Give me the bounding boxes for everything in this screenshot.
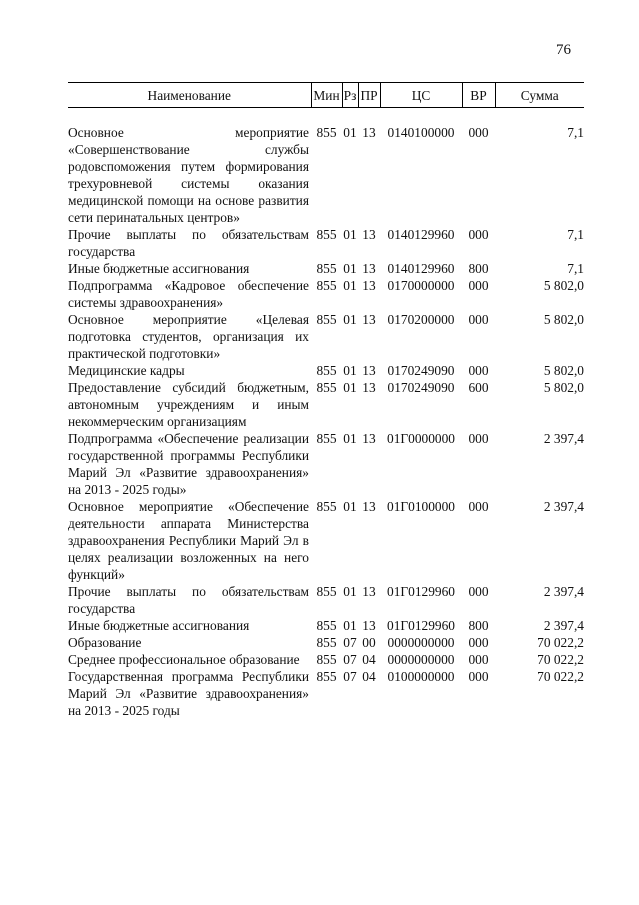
cell-rz: 01 [343, 227, 357, 242]
table-row [68, 277, 584, 311]
cell-name: Прочие выплаты по обязательствам государства [68, 227, 309, 259]
table-row [68, 124, 584, 226]
cell-cs: 0140129960 [387, 227, 455, 242]
cell-vr: 000 [468, 278, 489, 293]
cell-name: Подпрограмма «Кадровое обеспечение системы здравоохранения» [68, 278, 309, 310]
cell-vr: 000 [468, 363, 489, 378]
cell-pr: 04 [362, 669, 376, 684]
cell-pr: 13 [362, 584, 376, 599]
cell-name: Иные бюджетные ассигнования [68, 618, 250, 633]
header-pr: ПР [358, 83, 380, 108]
cell-min: 855 [316, 261, 337, 276]
cell-min: 855 [316, 635, 337, 650]
cell-min: 855 [316, 431, 337, 446]
cell-min: 855 [316, 584, 337, 599]
cell-min: 855 [316, 312, 337, 327]
cell-pr: 13 [362, 227, 376, 242]
cell-cs: 0170000000 [387, 278, 455, 293]
cell-cs: 01Г0129960 [387, 584, 455, 599]
table-row [68, 634, 584, 651]
budget-table [68, 82, 584, 719]
table-row [68, 430, 584, 498]
cell-vr: 000 [468, 499, 489, 514]
cell-rz: 01 [343, 278, 357, 293]
cell-rz: 01 [343, 431, 357, 446]
cell-rz: 01 [343, 261, 357, 276]
cell-cs: 0170249090 [387, 380, 455, 395]
cell-sum: 70 022,2 [537, 635, 584, 650]
cell-min: 855 [316, 278, 337, 293]
cell-rz: 01 [343, 584, 357, 599]
cell-vr: 000 [468, 125, 489, 140]
cell-rz: 01 [343, 618, 357, 633]
cell-vr: 000 [468, 669, 489, 684]
cell-vr: 800 [468, 618, 489, 633]
table-row [68, 668, 584, 719]
table-row [68, 260, 584, 277]
cell-sum: 5 802,0 [543, 363, 584, 378]
cell-sum: 7,1 [567, 261, 584, 276]
table-row [68, 362, 584, 379]
cell-cs: 01Г0129960 [387, 618, 455, 633]
cell-name: Прочие выплаты по обязательствам государства [68, 584, 309, 616]
cell-cs: 0140129960 [387, 261, 455, 276]
header-rz: Рз [342, 83, 358, 108]
cell-pr: 00 [362, 635, 376, 650]
cell-pr: 13 [362, 261, 376, 276]
cell-cs: 0170200000 [387, 312, 455, 327]
cell-pr: 13 [362, 363, 376, 378]
cell-rz: 01 [343, 380, 357, 395]
cell-name: Основное мероприятие «Целевая подготовка студентов, организация их практической подготовки» [68, 312, 309, 361]
cell-pr: 13 [362, 278, 376, 293]
table-row [68, 617, 584, 634]
cell-min: 855 [316, 363, 337, 378]
header-min: Мин [311, 83, 342, 108]
cell-pr: 13 [362, 618, 376, 633]
cell-sum: 5 802,0 [543, 278, 584, 293]
cell-cs: 0000000000 [387, 635, 455, 650]
table-row [68, 311, 584, 362]
cell-sum: 70 022,2 [537, 669, 584, 684]
cell-name: Подпрограмма «Обеспечение реализации государственной программы Республики Марий Эл «Развитие здравоохранения» на 2013 - 2025 годы» [68, 431, 309, 497]
cell-sum: 7,1 [567, 125, 584, 140]
cell-sum: 7,1 [567, 227, 584, 242]
cell-pr: 13 [362, 431, 376, 446]
cell-cs: 01Г0000000 [387, 431, 455, 446]
header-name: Наименование [68, 83, 311, 108]
cell-vr: 600 [468, 380, 489, 395]
header-cs: ЦС [380, 83, 462, 108]
cell-min: 855 [316, 499, 337, 514]
cell-cs: 0170249090 [387, 363, 455, 378]
table-row [68, 583, 584, 617]
cell-pr: 13 [362, 499, 376, 514]
cell-sum: 5 802,0 [543, 312, 584, 327]
cell-min: 855 [316, 652, 337, 667]
header-sum: Сумма [495, 83, 584, 108]
cell-sum: 70 022,2 [537, 652, 584, 667]
cell-name: Государственная программа Республики Марий Эл «Развитие здравоохранения» на 2013 - 2025 годы [68, 669, 309, 718]
cell-cs: 0000000000 [387, 652, 455, 667]
cell-vr: 000 [468, 227, 489, 242]
cell-name: Иные бюджетные ассигнования [68, 261, 250, 276]
table-row [68, 226, 584, 260]
cell-name: Основное мероприятие «Обеспечение деятельности аппарата Министерства здравоохранения Республики Марий Эл в целях реализации возложенных на него функций» [68, 499, 309, 582]
cell-vr: 000 [468, 652, 489, 667]
cell-rz: 01 [343, 312, 357, 327]
cell-pr: 13 [362, 125, 376, 140]
cell-min: 855 [316, 227, 337, 242]
table-row [68, 379, 584, 430]
cell-vr: 000 [468, 584, 489, 599]
cell-name: Среднее профессиональное образование [68, 652, 300, 667]
cell-min: 855 [316, 669, 337, 684]
cell-sum: 2 397,4 [543, 499, 584, 514]
cell-rz: 01 [343, 499, 357, 514]
cell-sum: 2 397,4 [543, 618, 584, 633]
cell-pr: 04 [362, 652, 376, 667]
cell-cs: 0100000000 [387, 669, 455, 684]
cell-vr: 000 [468, 431, 489, 446]
cell-vr: 800 [468, 261, 489, 276]
cell-name: Медицинские кадры [68, 363, 185, 378]
cell-min: 855 [316, 125, 337, 140]
table-row [68, 651, 584, 668]
cell-rz: 07 [343, 635, 357, 650]
cell-cs: 0140100000 [387, 125, 455, 140]
cell-name: Предоставление субсидий бюджетным, автономным учреждениям и иным некоммерческим организациям [68, 380, 309, 429]
cell-rz: 07 [343, 669, 357, 684]
header-row [68, 83, 584, 108]
cell-min: 855 [316, 618, 337, 633]
cell-sum: 2 397,4 [543, 584, 584, 599]
cell-name: Основное мероприятие «Совершенствование службы родовспоможения путем формирования трехуровневой системы оказания медицинской помощи на основе развития сети перинатальных центров» [68, 125, 309, 225]
cell-sum: 5 802,0 [543, 380, 584, 395]
page-number: 76 [556, 42, 571, 58]
cell-rz: 01 [343, 125, 357, 140]
cell-name: Образование [68, 635, 142, 650]
cell-cs: 01Г0100000 [387, 499, 455, 514]
cell-sum: 2 397,4 [543, 431, 584, 446]
cell-rz: 07 [343, 652, 357, 667]
cell-pr: 13 [362, 380, 376, 395]
cell-pr: 13 [362, 312, 376, 327]
cell-rz: 01 [343, 363, 357, 378]
header-spacer [68, 108, 584, 125]
header-vr: ВР [462, 83, 495, 108]
table-row [68, 498, 584, 583]
cell-vr: 000 [468, 312, 489, 327]
cell-min: 855 [316, 380, 337, 395]
cell-vr: 000 [468, 635, 489, 650]
